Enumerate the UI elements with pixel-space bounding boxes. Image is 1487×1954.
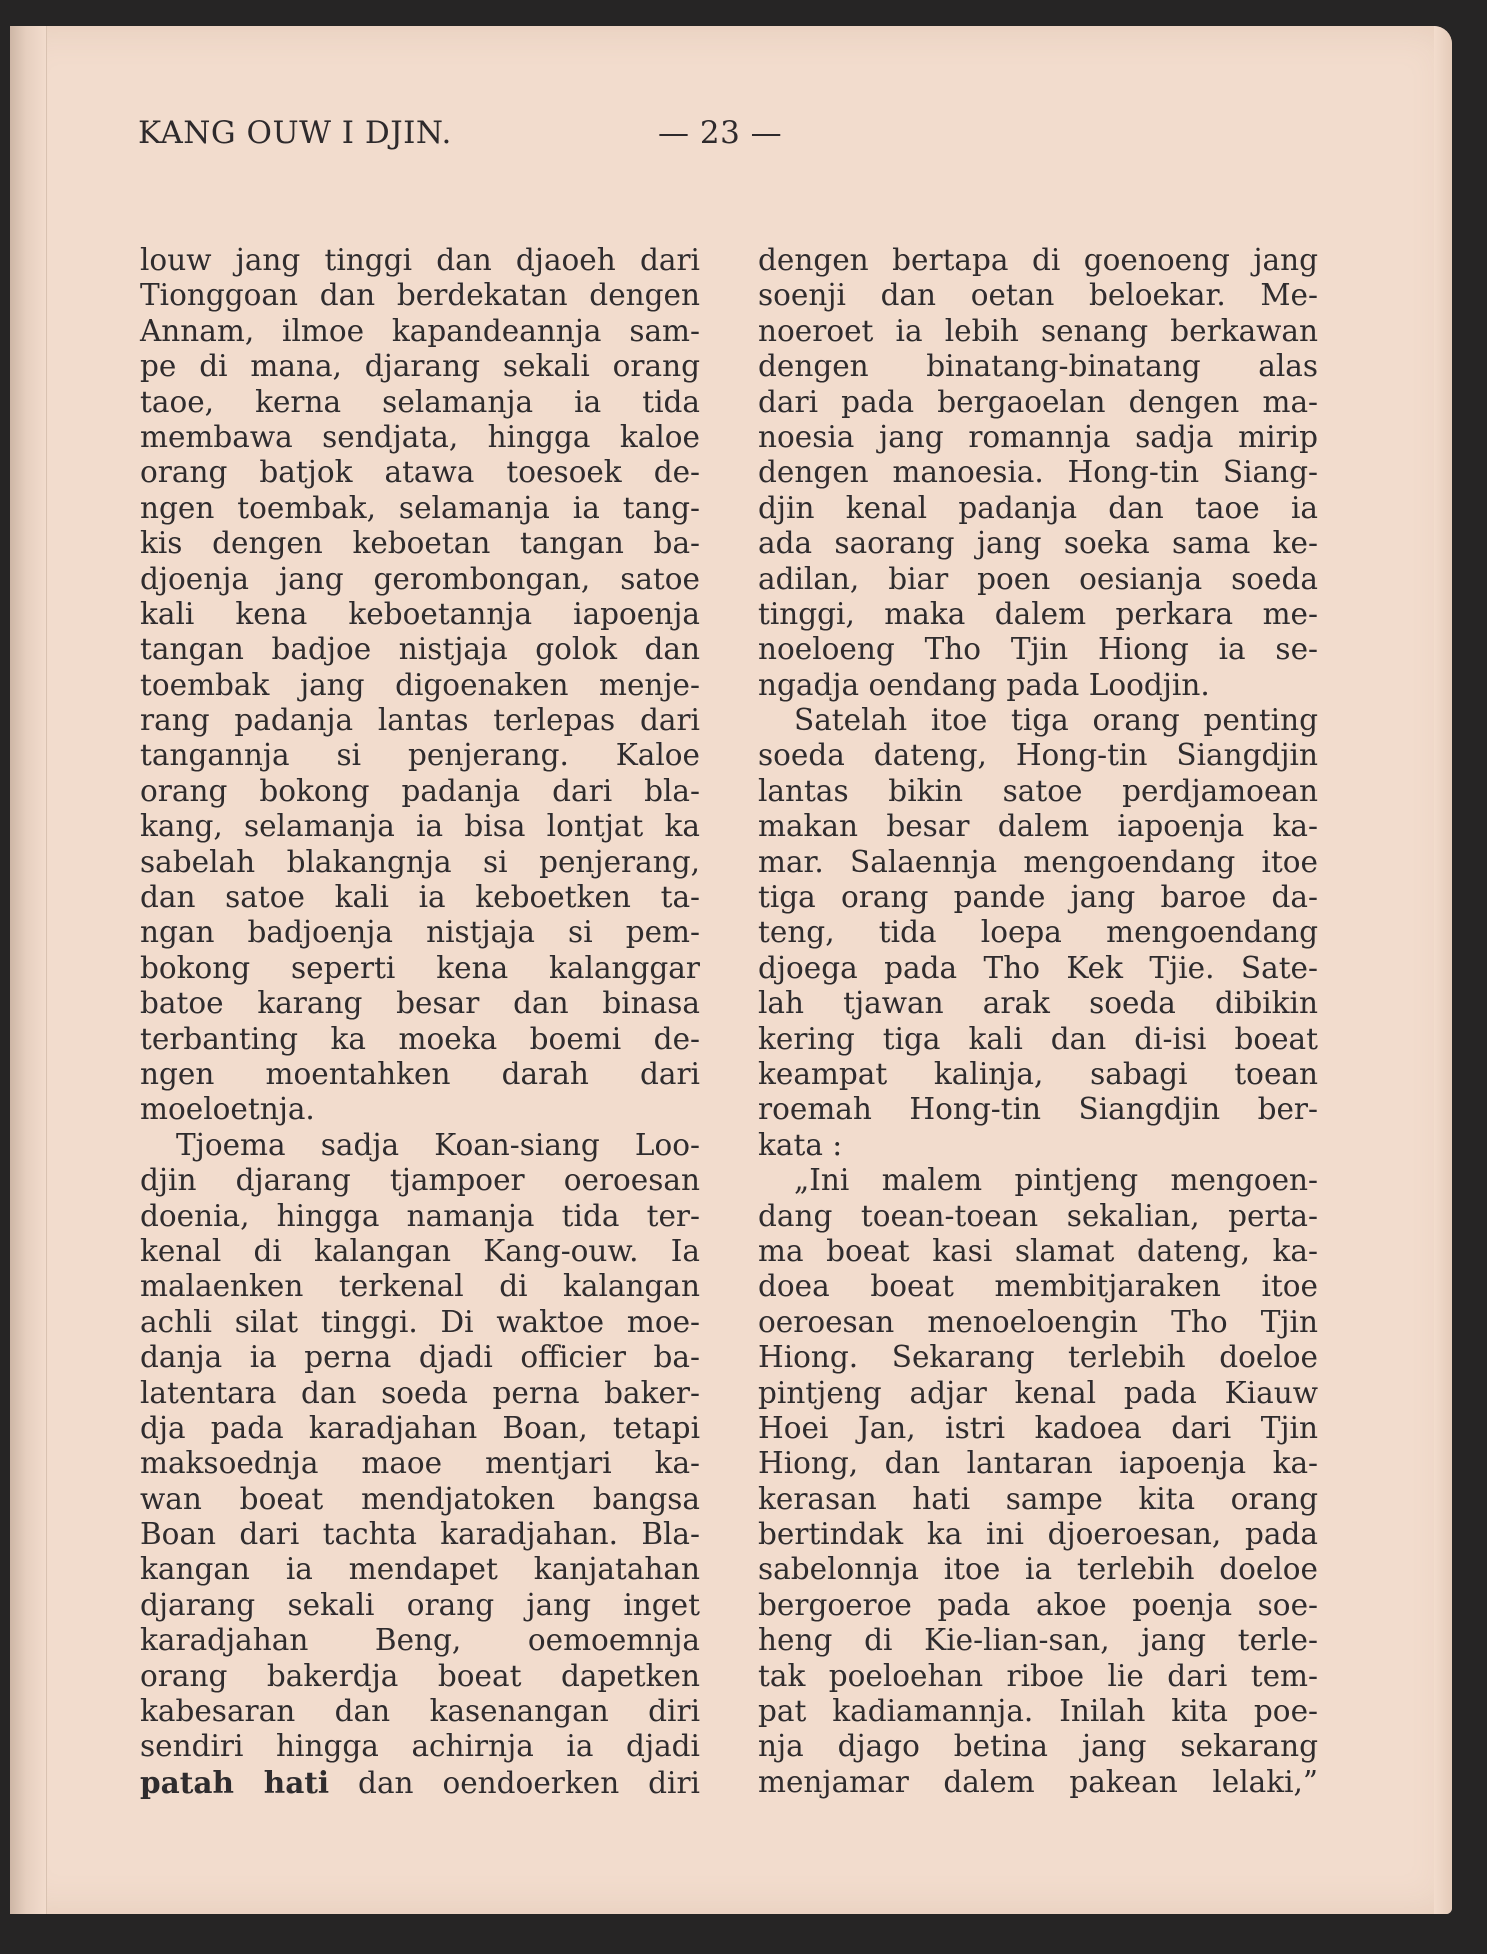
text-line: ada saorang jang soeka sama ke- xyxy=(758,526,1318,561)
text-line: dengen manoesia. Hong-tin Siang- xyxy=(758,455,1318,490)
text-line: teng, tida loepa mengoendang xyxy=(758,915,1318,950)
text-line: sabelonnja itoe ia terlebih doeloe xyxy=(758,1552,1318,1587)
text-line: mar. Salaennja mengoendang itoe xyxy=(758,844,1318,879)
text-line: kis dengen keboetan tangan ba- xyxy=(140,526,700,561)
text-line: danja ia perna djadi officier ba- xyxy=(140,1340,700,1375)
text-line: tak poeloehan riboe lie dari tem- xyxy=(758,1658,1318,1693)
text-line: ngan badjoenja nistjaja si pem- xyxy=(140,915,700,950)
text-line: pe di mana, djarang sekali orang xyxy=(140,349,700,384)
text-line: Satelah itoe tiga orang penting xyxy=(794,703,1318,738)
page-number: — 23 — xyxy=(658,115,783,151)
text-line: soenji dan oetan beloekar. Me- xyxy=(758,278,1318,313)
text-line: tinggi, maka dalem perkara me- xyxy=(758,596,1318,631)
text-line: toembak jang digoenaken menje- xyxy=(140,667,700,702)
text-line: sendiri hingga achirnja ia djadi xyxy=(140,1729,700,1764)
text-line: sabelah blakangnja si penjerang, xyxy=(140,844,700,879)
text-line: dang toean-toean sekalian, perta- xyxy=(758,1198,1318,1233)
text-line: orang bokong padanja dari bla- xyxy=(140,773,700,808)
text-line: orang batjok atawa toesoek de- xyxy=(140,455,700,490)
text-line: membawa sendjata, hingga kaloe xyxy=(140,419,700,454)
text-line: djoenja jang gerombongan, satoe xyxy=(140,561,700,596)
text-line: tangannja si penjerang. Kaloe xyxy=(140,738,700,773)
text-line: terbanting ka moeka boemi de- xyxy=(140,1021,700,1056)
text-line: nja djago betina jang sekarang xyxy=(758,1729,1318,1764)
text-run: dan oendoerken diri xyxy=(329,1765,700,1800)
page-edge xyxy=(1434,26,1452,1914)
text-line: tiga orang pande jang baroe da- xyxy=(758,880,1318,915)
text-line: Hiong. Sekarang terlebih doeloe xyxy=(758,1340,1318,1375)
text-line: Hoei Jan, istri kadoea dari Tjin xyxy=(758,1410,1318,1445)
text-line: bergoeroe pada akoe poenja soe- xyxy=(758,1587,1318,1622)
text-line: achli silat tinggi. Di waktoe moe- xyxy=(140,1304,700,1339)
text-line: louw jang tinggi dan djaoeh dari xyxy=(140,243,700,277)
text-line: wan boeat mendjatoken bangsa xyxy=(140,1481,700,1516)
text-line: roemah Hong-tin Siangdjin ber- xyxy=(758,1092,1318,1127)
text-line: moeloetnja. xyxy=(140,1092,315,1127)
text-line: makan besar dalem iapoenja ka- xyxy=(758,809,1318,844)
text-line: kerasan hati sampe kita orang xyxy=(758,1481,1318,1516)
text-line: soeda dateng, Hong-tin Siangdjin xyxy=(758,738,1318,773)
text-line: bokong seperti kena kalanggar xyxy=(140,950,700,985)
text-line: Annam, ilmoe kapandeannja sam- xyxy=(140,313,700,348)
text-line: kata : xyxy=(758,1127,843,1162)
text-line: djin kenal padanja dan taoe ia xyxy=(758,490,1318,525)
text-line: kabesaran dan kasenangan diri xyxy=(140,1694,700,1729)
text-line xyxy=(140,1765,700,1800)
text-line: tangan badjoe nistjaja golok dan xyxy=(140,632,700,667)
text-line: dari pada bergaoelan dengen ma- xyxy=(758,384,1318,419)
text-line: djarang sekali orang jang inget xyxy=(140,1587,700,1622)
text-line: pintjeng adjar kenal pada Kiauw xyxy=(758,1375,1318,1410)
page-binding xyxy=(10,26,47,1914)
text-line: Boan dari tachta karadjahan. Bla- xyxy=(140,1517,700,1552)
text-line: keampat kalinja, sabagi toean xyxy=(758,1056,1318,1091)
running-title: KANG OUW I DJIN. xyxy=(138,115,452,151)
text-line: kering tiga kali dan di-isi boeat xyxy=(758,1021,1318,1056)
text-line: latentara dan soeda perna baker- xyxy=(140,1375,700,1410)
text-line: adilan, biar poen oesianja soeda xyxy=(758,561,1318,596)
text-line: pat kadiamannja. Inilah kita poe- xyxy=(758,1694,1318,1729)
text-line: dja pada karadjahan Boan, tetapi xyxy=(140,1410,700,1445)
text-line: kali kena keboetannja iapoenja xyxy=(140,596,700,631)
text-line: rang padanja lantas terlepas dari xyxy=(140,703,700,738)
bold-phrase: patah hati xyxy=(140,1764,330,1800)
book-page xyxy=(10,26,1452,1914)
text-line: Hiong, dan lantaran iapoenja ka- xyxy=(758,1446,1318,1481)
running-header xyxy=(138,115,783,151)
text-line: kangan ia mendapet kanjatahan xyxy=(140,1552,700,1587)
text-line: dengen binatang-binatang alas xyxy=(758,349,1318,384)
text-line: dengen bertapa di goenoeng jang xyxy=(758,243,1318,277)
right-text-column xyxy=(758,243,1318,1800)
text-line: ma boeat kasi slamat dateng, ka- xyxy=(758,1233,1318,1268)
text-line: djoega pada Tho Kek Tjie. Sate- xyxy=(758,950,1318,985)
text-line: maksoednja maoe mentjari ka- xyxy=(140,1446,700,1481)
text-line: doenia, hingga namanja tida ter- xyxy=(140,1198,700,1233)
text-line: malaenken terkenal di kalangan xyxy=(140,1269,700,1304)
text-line: orang bakerdja boeat dapetken xyxy=(140,1658,700,1693)
text-line: djin djarang tjampoer oeroesan xyxy=(140,1163,700,1198)
left-text-column xyxy=(140,243,700,1800)
text-line: ngadja oendang pada Loodjin. xyxy=(758,667,1210,702)
text-line: noeroet ia lebih senang berkawan xyxy=(758,313,1318,348)
text-line: taoe, kerna selamanja ia tida xyxy=(140,384,700,419)
text-line: Tjoema sadja Koan-siang Loo- xyxy=(176,1127,700,1162)
text-line: bertindak ka ini djoeroesan, pada xyxy=(758,1517,1318,1552)
text-line: kenal di kalangan Kang-ouw. Ia xyxy=(140,1233,700,1268)
text-line: ngen toembak, selamanja ia tang- xyxy=(140,490,700,525)
text-line: Tionggoan dan berdekatan dengen xyxy=(140,278,700,313)
text-line: karadjahan Beng, oemoemnja xyxy=(140,1623,700,1658)
text-line: noeloeng Tho Tjin Hiong ia se- xyxy=(758,632,1318,667)
text-line: dan satoe kali ia keboetken ta- xyxy=(140,880,700,915)
text-line: batoe karang besar dan binasa xyxy=(140,986,700,1021)
text-line: noesia jang romannja sadja mirip xyxy=(758,419,1318,454)
text-line: lantas bikin satoe perdjamoean xyxy=(758,773,1318,808)
text-line: heng di Kie-lian-san, jang terle- xyxy=(758,1623,1318,1658)
text-line: lah tjawan arak soeda dibikin xyxy=(758,986,1318,1021)
text-line: kang, selamanja ia bisa lontjat ka xyxy=(140,809,700,844)
text-line: „Ini malem pintjeng mengoen- xyxy=(794,1163,1318,1198)
text-line: menjamar dalem pakean lelaki,” xyxy=(758,1764,1318,1799)
text-line: ngen moentahken darah dari xyxy=(140,1056,700,1091)
text-line: doea boeat membitjaraken itoe xyxy=(758,1269,1318,1304)
text-line: oeroesan menoeloengin Tho Tjin xyxy=(758,1304,1318,1339)
